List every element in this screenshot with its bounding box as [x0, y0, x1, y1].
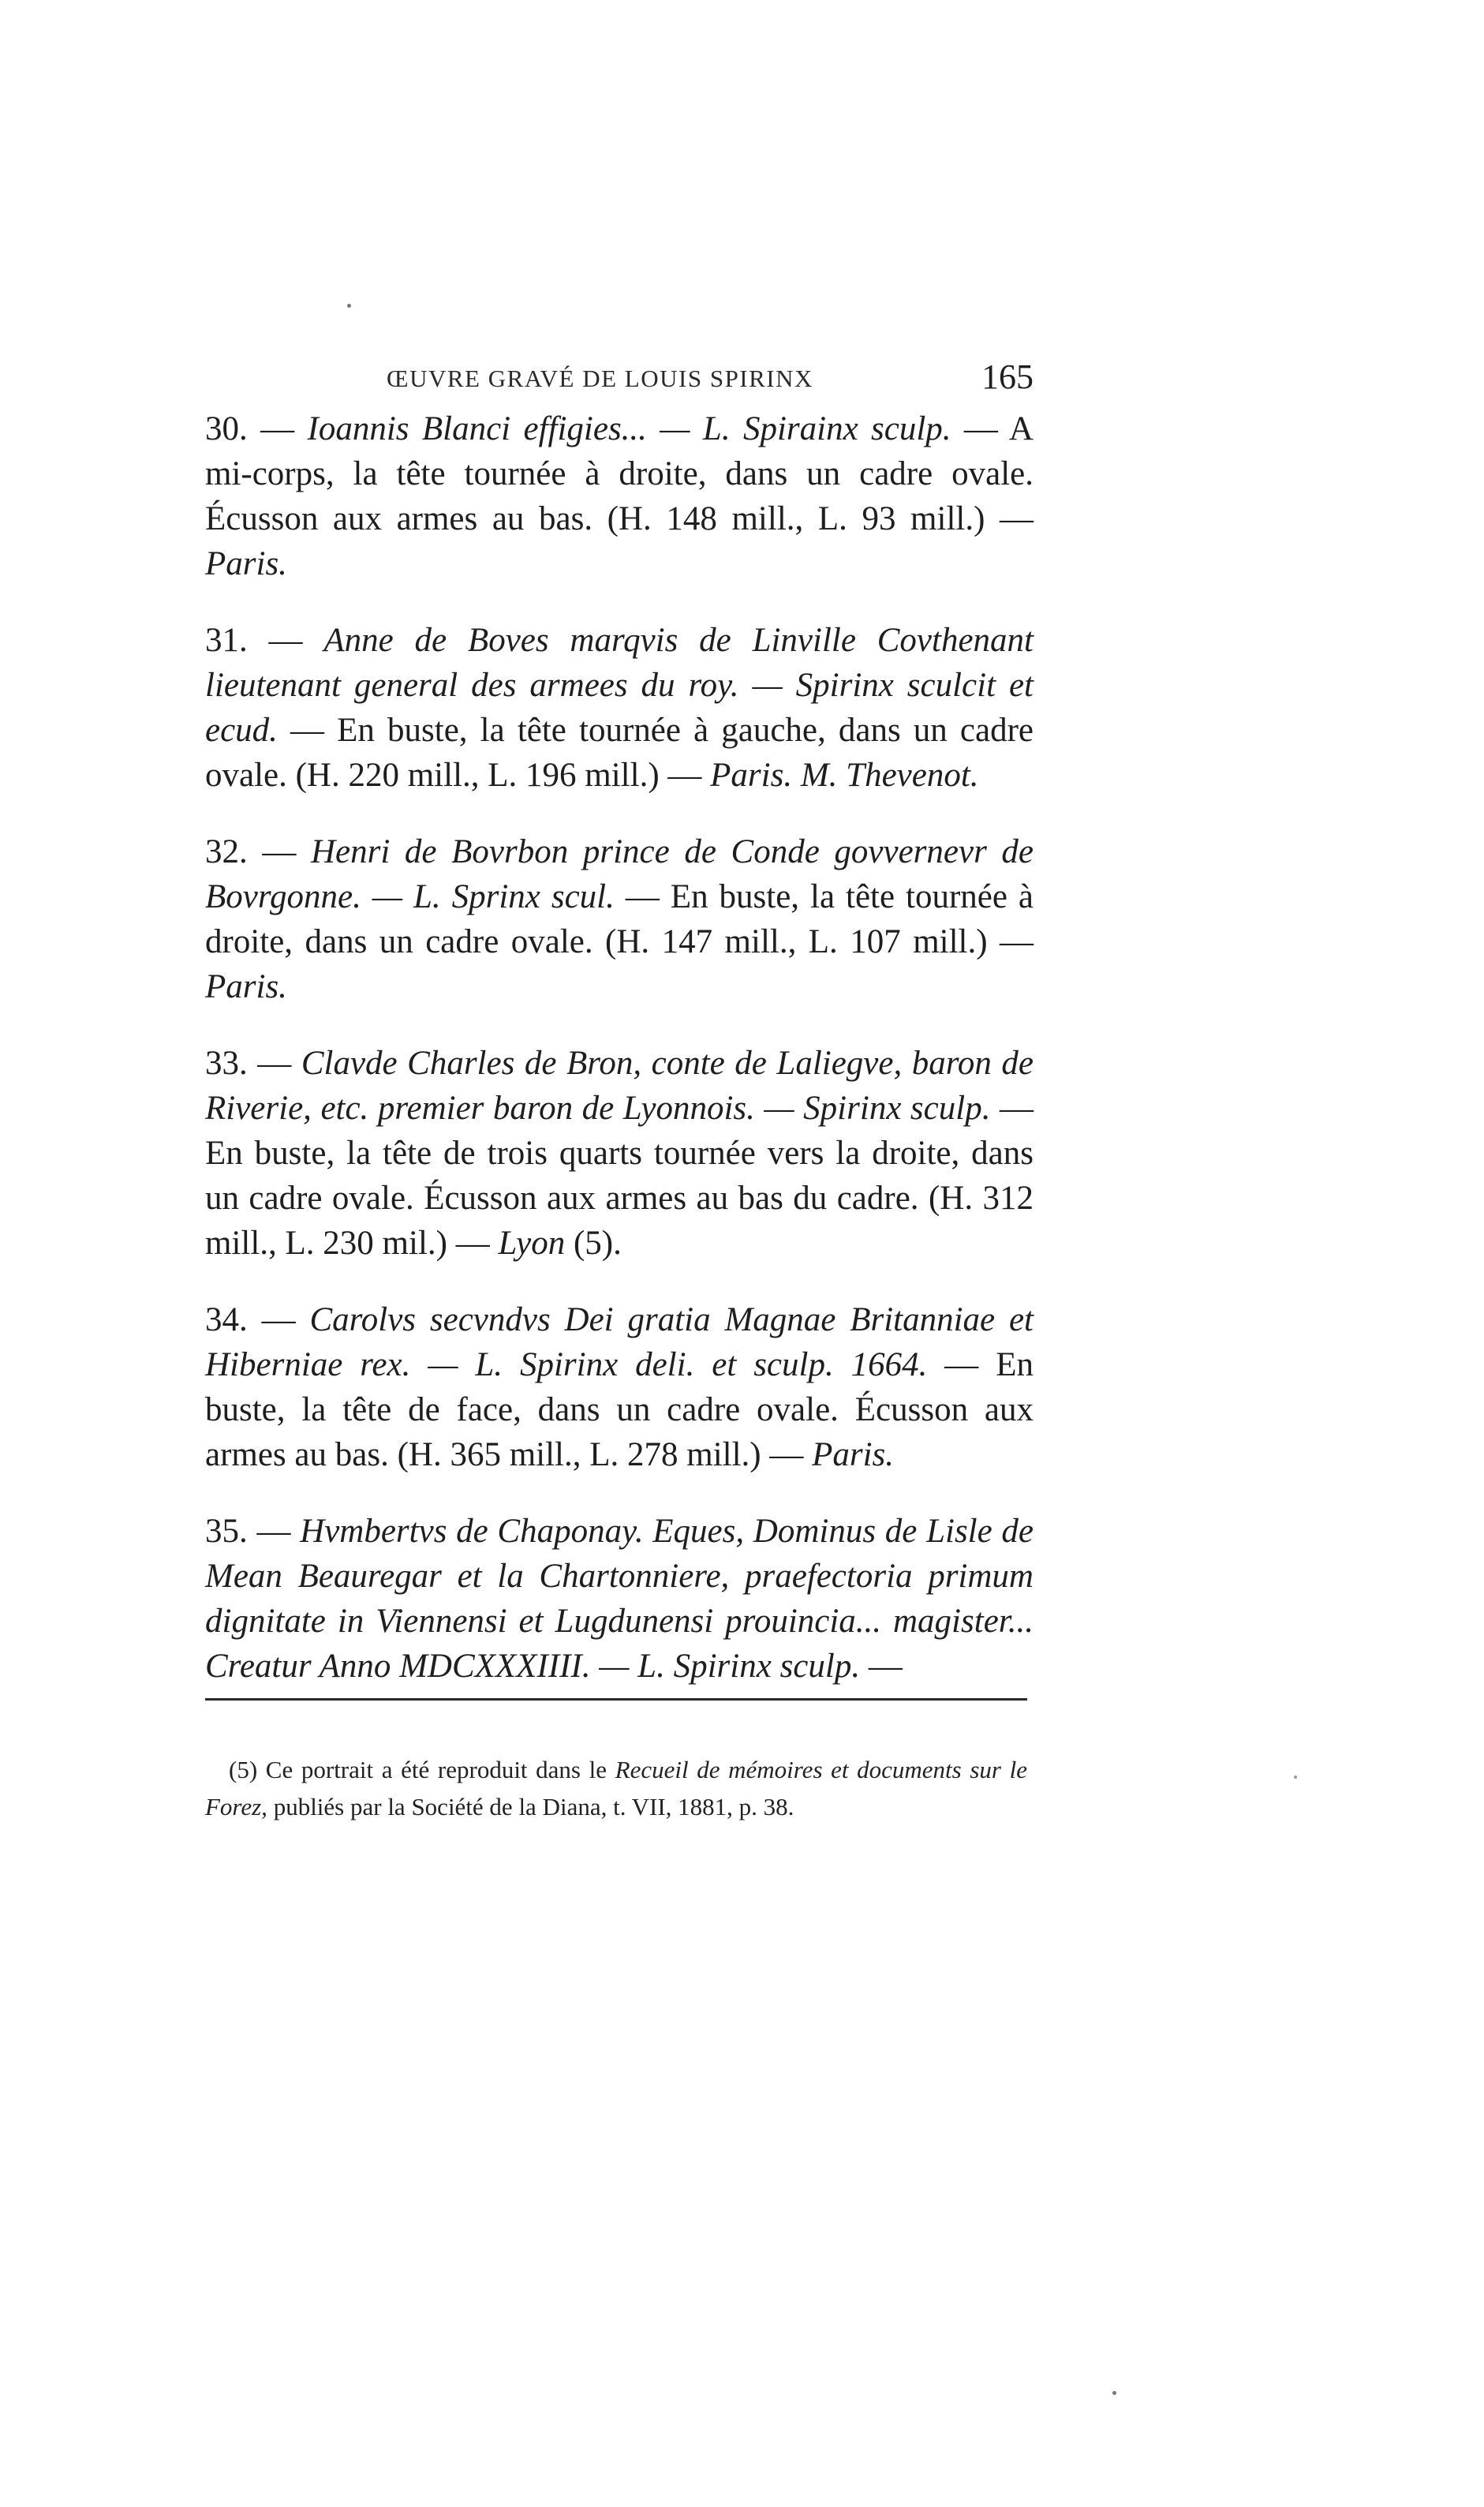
paper-speck	[347, 304, 351, 308]
entry-number: 30.	[205, 410, 248, 447]
entry-title: Hvmbertvs de Chaponay. Eques, Dominus de Lisle de Mean Beauregar et la Chartonniere, praefectoria primum dignitate in Viennensi et Lugdunensi prouincia... magister... Creatur Anno MDCXXXIIII. — L. Spirinx sculp.	[205, 1513, 1034, 1685]
entry-title: Carolvs secvndvs Dei gratia Magnae Britanniae et Hiberniae rex. — L. Spirinx deli. et sculp. 1664.	[205, 1301, 1034, 1383]
paper-speck	[1112, 2391, 1116, 2395]
paper-speck	[1294, 1775, 1297, 1779]
catalogue-entry-35: 35. — Hvmbertvs de Chaponay. Eques, Dominus de Lisle de Mean Beauregar et la Chartonniere, praefectoria primum dignitate in Viennensi et Lugdunensi prouincia... magister... Creatur Anno MDCXXXIIII. — L. Spirinx sculp. —	[205, 1513, 1034, 1685]
entry-title: Henri de Bovrbon prince de Conde govvernevr de Bovrgonne. — L. Sprinx scul.	[205, 833, 1034, 915]
footnote-text-before: Ce portrait a été reproduit dans le	[265, 1756, 607, 1783]
entry-description: A mi-corps, la tête tournée à droite, dans un cadre ovale. Écusson aux armes au bas. (H. 148 mill., L. 93 mill.)	[205, 410, 1034, 537]
entry-title: Anne de Boves marqvis de Linville Covthenant lieutenant general des armees du roy. — Spirinx sculcit et ecud.	[205, 622, 1034, 749]
footnote-text-after: publiés par la Société de la Diana, t. VII, 1881, p. 38.	[273, 1793, 794, 1820]
catalogue-entry-30: 30. — Ioannis Blanci effigies... — L. Spirainx sculp. — A mi-corps, la tête tournée à droite, dans un cadre ovale. Écusson aux armes au bas. (H. 148 mill., L. 93 mill.) — Paris.	[205, 410, 1034, 582]
footnote-rule	[205, 1698, 1027, 1701]
catalogue-entry-34: 34. — Carolvs secvndvs Dei gratia Magnae Britanniae et Hiberniae rex. — L. Spirinx deli. et sculp. 1664. — En buste, la tête de face, dans un cadre ovale. Écusson aux armes au bas. (H. 365 mill., L. 278 mill.) — Paris.	[205, 1301, 1034, 1473]
catalogue-entry-32: 32. — Henri de Bovrbon prince de Conde govvernevr de Bovrgonne. — L. Sprinx scul. — En buste, la tête tournée à droite, dans un cadre ovale. (H. 147 mill., L. 107 mill.) — Paris.	[205, 833, 1034, 1005]
footnote-reference: (5).	[573, 1225, 622, 1262]
entry-location: Paris.	[205, 968, 287, 1005]
entry-number: 33.	[205, 1045, 248, 1082]
catalogue-entry-33: 33. — Clavde Charles de Bron, conte de Laliegve, baron de Riverie, etc. premier baron de Lyonnois. — Spirinx sculp. — En buste, la tête de trois quarts tournée vers la droite, dans un cadre ovale. Écusson aux armes au bas du cadre. (H. 312 mill., L. 230 mil.) — Lyon (5).	[205, 1045, 1034, 1262]
footnote	[205, 1751, 1027, 1825]
entry-location: Paris.	[812, 1436, 895, 1473]
page-number: 165	[981, 357, 1034, 396]
running-title: ŒUVRE GRAVÉ DE LOUIS SPIRINX	[387, 365, 813, 392]
entry-number: 31.	[205, 622, 248, 659]
entry-number: 34.	[205, 1301, 248, 1338]
entry-title: Ioannis Blanci effigies... — L. Spirainx sculp.	[307, 410, 951, 447]
entry-description: En buste, la tête tournée à droite, dans un cadre ovale. (H. 147 mill., L. 107 mill.)	[205, 878, 1034, 960]
running-head	[205, 357, 1041, 404]
entry-location: Paris. M. Thevenot.	[710, 757, 979, 794]
entry-description: En buste, la tête tournée à gauche, dans un cadre ovale. (H. 220 mill., L. 196 mill.)	[205, 712, 1034, 794]
entry-description: En buste, la tête de trois quarts tournée vers la droite, dans un cadre ovale. Écusson aux armes au bas du cadre. (H. 312 mill., L. 230 mil.)	[205, 1135, 1034, 1262]
entry-number: 35.	[205, 1513, 248, 1550]
entry-title: Clavde Charles de Bron, conte de Laliegve, baron de Riverie, etc. premier baron de Lyonnois. — Spirinx sculp.	[205, 1045, 1034, 1127]
catalogue-entries	[205, 406, 1034, 1720]
entry-number: 32.	[205, 833, 248, 870]
entry-location: Paris.	[205, 545, 287, 582]
entry-description: En buste, la tête de face, dans un cadre ovale. Écusson aux armes au bas. (H. 365 mill., L. 278 mill.)	[205, 1346, 1034, 1473]
footnote-marker: (5)	[229, 1756, 258, 1783]
entry-location: Lyon	[498, 1225, 566, 1262]
catalogue-entry-31: 31. — Anne de Boves marqvis de Linville Covthenant lieutenant general des armees du roy. — Spirinx sculcit et ecud. — En buste, la tête tournée à gauche, dans un cadre ovale. (H. 220 mill., L. 196 mill.) — Paris. M. Thevenot.	[205, 622, 1034, 794]
footnote-italic-title: Recueil de mémoires et documents sur le Forez,	[205, 1756, 1028, 1820]
